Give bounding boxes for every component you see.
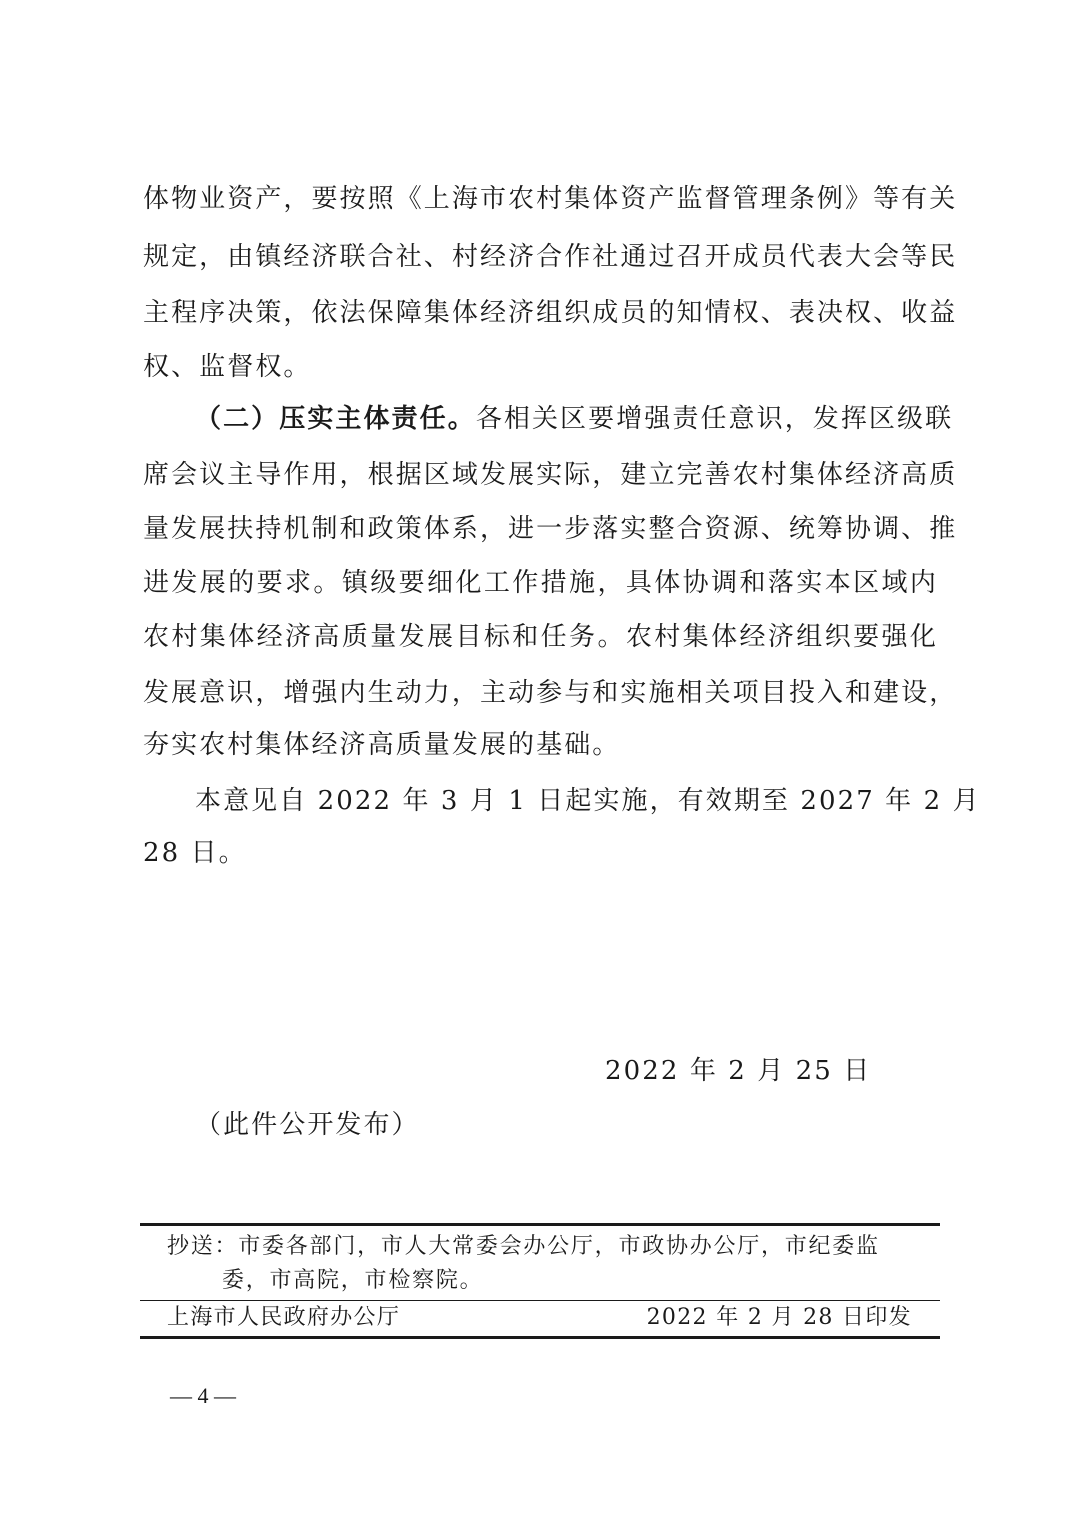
paragraph-1-line-3: 主程序决策，依法保障集体经济组织成员的知情权、表决权、收益 — [143, 298, 958, 328]
footer-bottom-rule — [140, 1336, 940, 1339]
footer-middle-rule — [140, 1300, 940, 1301]
paragraph-2-line-1 — [195, 402, 954, 436]
footer-top-rule — [140, 1223, 940, 1226]
paragraph-2-line-1-rest: 各相关区要增强责任意识，发挥区级联 — [475, 404, 954, 434]
issuer: 上海市人民政府办公厅 — [167, 1305, 401, 1330]
section-heading: （二）压实主体责任。 — [195, 404, 476, 434]
paragraph-1-line-2: 规定，由镇经济联合社、村经济合作社通过召开成员代表大会等民 — [143, 242, 958, 272]
paragraph-2-line-6: 发展意识，增强内生动力，主动参与和实施相关项目投入和建设， — [143, 678, 958, 708]
paragraph-2-line-3: 量发展扶持机制和政策体系，进一步落实整合资源、统筹协调、推 — [143, 514, 958, 544]
cc-line-2: 委，市高院，市检察院。 — [222, 1268, 484, 1293]
paragraph-2-line-2: 席会议主导作用，根据区域发展实际，建立完善农村集体经济高质 — [143, 460, 958, 490]
signature-date: 2022 年 2 月 25 日 — [605, 1056, 872, 1086]
paragraph-2-line-5: 农村集体经济高质量发展目标和任务。农村集体经济组织要强化 — [143, 622, 938, 652]
paragraph-3-line-1: 本意见自 2022 年 3 月 1 日起实施，有效期至 2027 年 2 月 — [195, 786, 981, 816]
release-note: （此件公开发布） — [195, 1110, 420, 1140]
paragraph-2-line-7: 夯实农村集体经济高质量发展的基础。 — [143, 730, 621, 760]
issue-date: 2022 年 2 月 28 日印发 — [646, 1305, 912, 1330]
paragraph-1-line-1: 体物业资产，要按照《上海市农村集体资产监督管理条例》等有关 — [143, 184, 958, 214]
paragraph-1-line-4: 权、监督权。 — [143, 352, 312, 382]
page-number: — 4 — — [170, 1383, 236, 1408]
cc-line-1: 抄送：市委各部门，市人大常委会办公厅，市政协办公厅，市纪委监 — [167, 1234, 880, 1259]
paragraph-3-line-2: 28 日。 — [143, 838, 247, 868]
paragraph-2-line-4: 进发展的要求。镇级要细化工作措施，具体协调和落实本区域内 — [143, 568, 938, 598]
